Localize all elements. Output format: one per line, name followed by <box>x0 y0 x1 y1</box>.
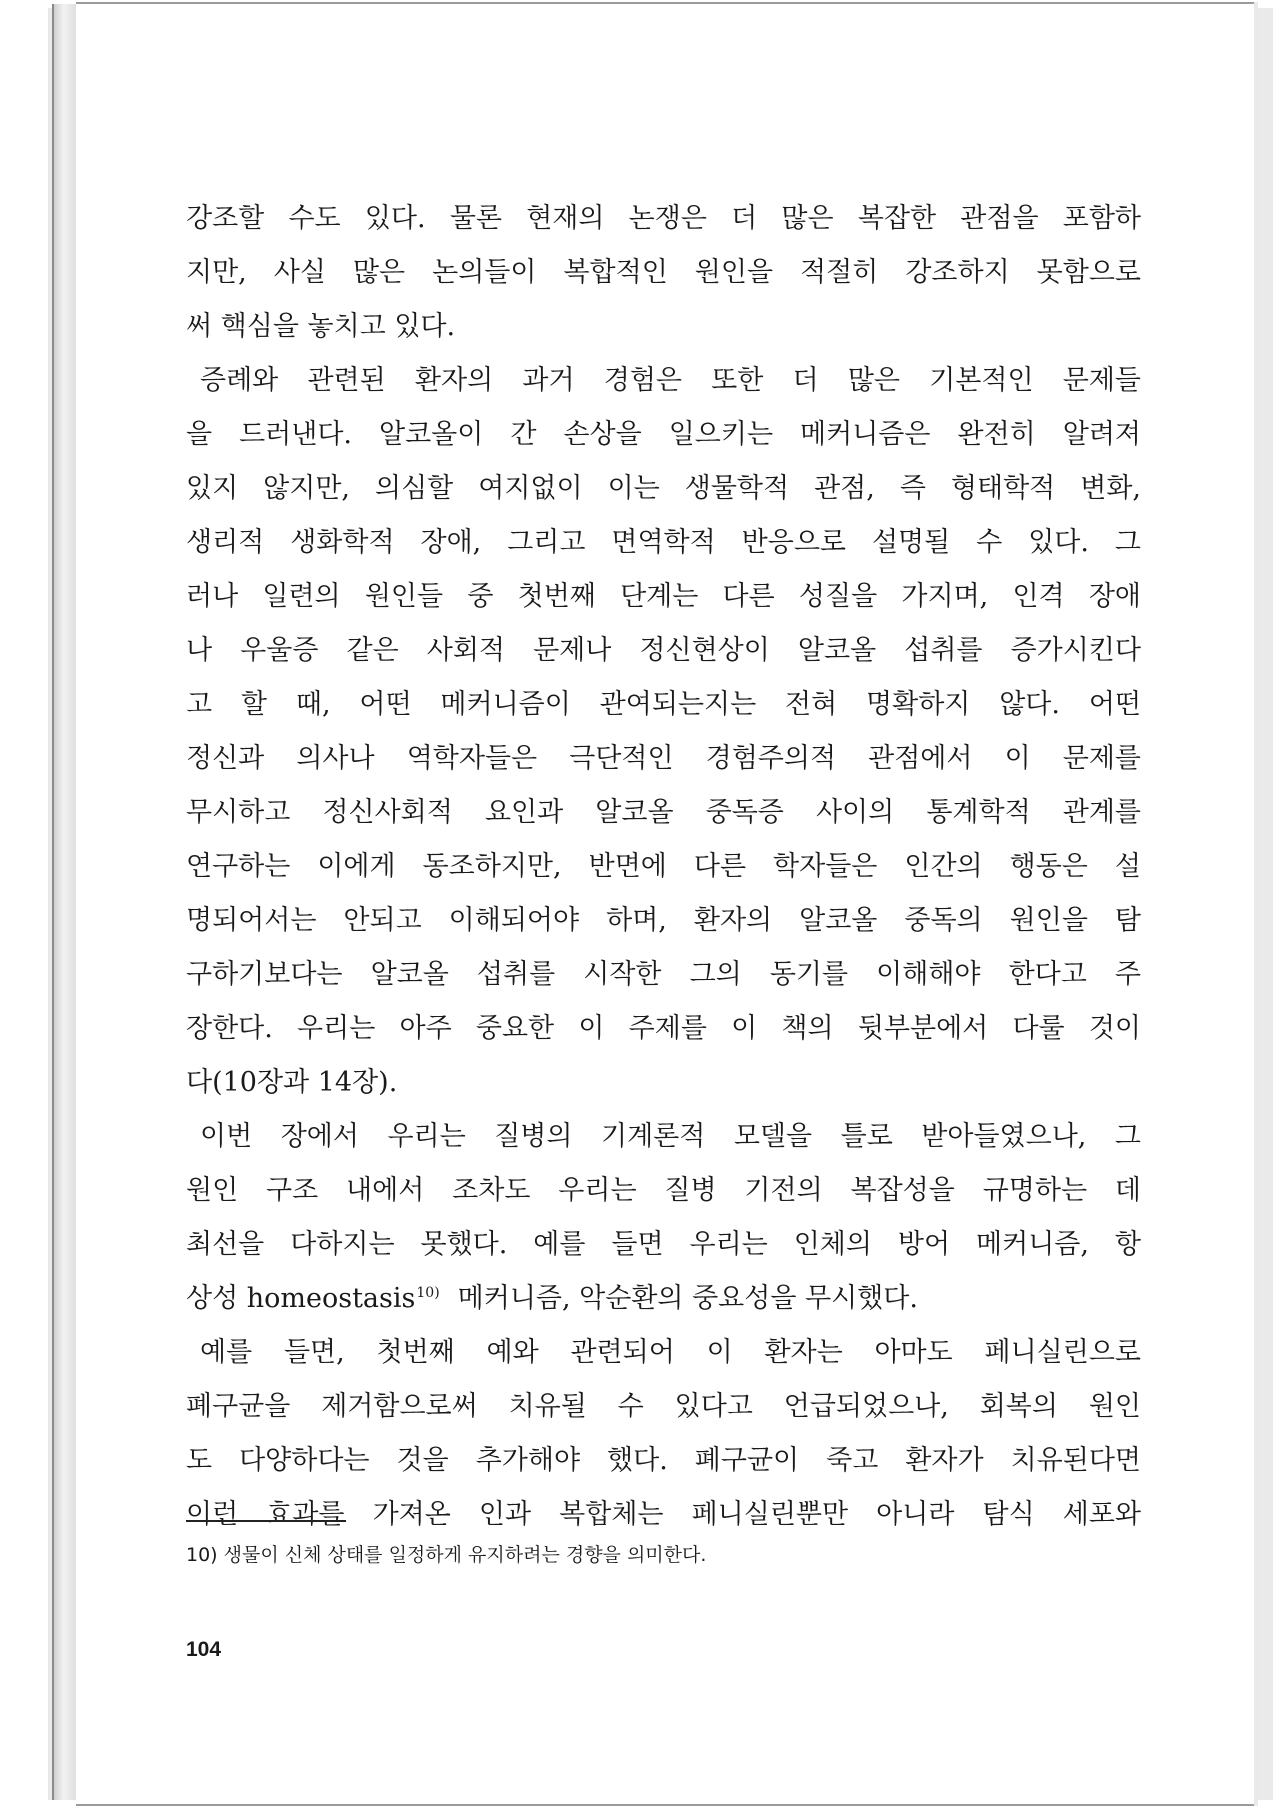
text-line: 지만, 사실 많은 논의들이 복합적인 원인을 적절히 강조하지 못함으로 <box>186 257 1141 288</box>
text-line: 을 드러낸다. 알코올이 간 손상을 일으키는 메커니즘은 완전히 알려져 <box>186 419 1141 450</box>
text-line: 생리적 생화학적 장애, 그리고 면역학적 반응으로 설명될 수 있다. 그 <box>186 527 1141 558</box>
footnote-divider <box>186 1520 346 1522</box>
text-line-with-footnote <box>186 1272 1141 1326</box>
text-segment: 상성 homeostasis <box>186 1283 416 1314</box>
text-line: 장한다. 우리는 아주 중요한 이 주제를 이 책의 뒷부분에서 다룰 것이 <box>186 1013 1141 1044</box>
text-line: 원인 구조 내에서 조차도 우리는 질병 기전의 복잡성을 규명하는 데 <box>186 1175 1141 1206</box>
text-line: 도 다양하다는 것을 추가해야 했다. 폐구균이 죽고 환자가 치유된다면 <box>186 1445 1141 1476</box>
text-line: 명되어서는 안되고 이해되어야 하며, 환자의 알코올 중독의 원인을 탐 <box>186 905 1141 936</box>
page-spine-edge <box>52 4 78 1800</box>
text-line: 연구하는 이에게 동조하지만, 반면에 다른 학자들은 인간의 행동은 설 <box>186 851 1141 882</box>
text-line: 고 할 때, 어떤 메커니즘이 관여되는지는 전혀 명확하지 않다. 어떤 <box>186 689 1141 720</box>
text-line: 예를 들면, 첫번째 예와 관련되어 이 환자는 아마도 페니실린으로 <box>200 1337 1141 1368</box>
text-line: 최선을 다하지는 못했다. 예를 들면 우리는 인체의 방어 메커니즘, 항 <box>186 1229 1141 1260</box>
text-line: 이번 장에서 우리는 질병의 기계론적 모델을 틀로 받아들였으나, 그 <box>200 1121 1141 1152</box>
footnote: 10) 생물이 신체 상태를 일정하게 유지하려는 경향을 의미한다. <box>186 1544 707 1566</box>
text-line: 있지 않지만, 의심할 여지없이 이는 생물학적 관점, 즉 형태학적 변화, <box>186 473 1141 504</box>
text-line: 정신과 의사나 역학자들은 극단적인 경험주의적 관점에서 이 문제를 <box>186 743 1141 774</box>
text-line: 이런 효과를 가져온 인과 복합체는 페니실린뿐만 아니라 탐식 세포와 <box>186 1499 1141 1530</box>
text-line: 구하기보다는 알코올 섭취를 시작한 그의 동기를 이해해야 한다고 주 <box>186 959 1141 990</box>
page-number: 104 <box>186 1638 222 1661</box>
text-segment: 메커니즘, 악순환의 중요성을 무시했다. <box>457 1283 918 1314</box>
footnote-reference: 10) <box>416 1285 440 1301</box>
text-line: 써 핵심을 놓치고 있다. <box>186 311 456 342</box>
text-line: 러나 일련의 원인들 중 첫번째 단계는 다른 성질을 가지며, 인격 장애 <box>186 581 1141 612</box>
text-line: 다(10장과 14장). <box>186 1067 398 1098</box>
text-line: 증례와 관련된 환자의 과거 경험은 또한 더 많은 기본적인 문제들 <box>200 365 1141 396</box>
text-line: 강조할 수도 있다. 물론 현재의 논쟁은 더 많은 복잡한 관점을 포함하 <box>186 203 1141 234</box>
text-line: 나 우울증 같은 사회적 문제나 정신현상이 알코올 섭취를 증가시킨다 <box>186 635 1141 666</box>
text-line: 무시하고 정신사회적 요인과 알코올 중독증 사이의 통계학적 관계를 <box>186 797 1141 828</box>
body-text <box>186 192 1141 1542</box>
text-line: 폐구균을 제거함으로써 치유될 수 있다고 언급되었으나, 회복의 원인 <box>186 1391 1141 1422</box>
